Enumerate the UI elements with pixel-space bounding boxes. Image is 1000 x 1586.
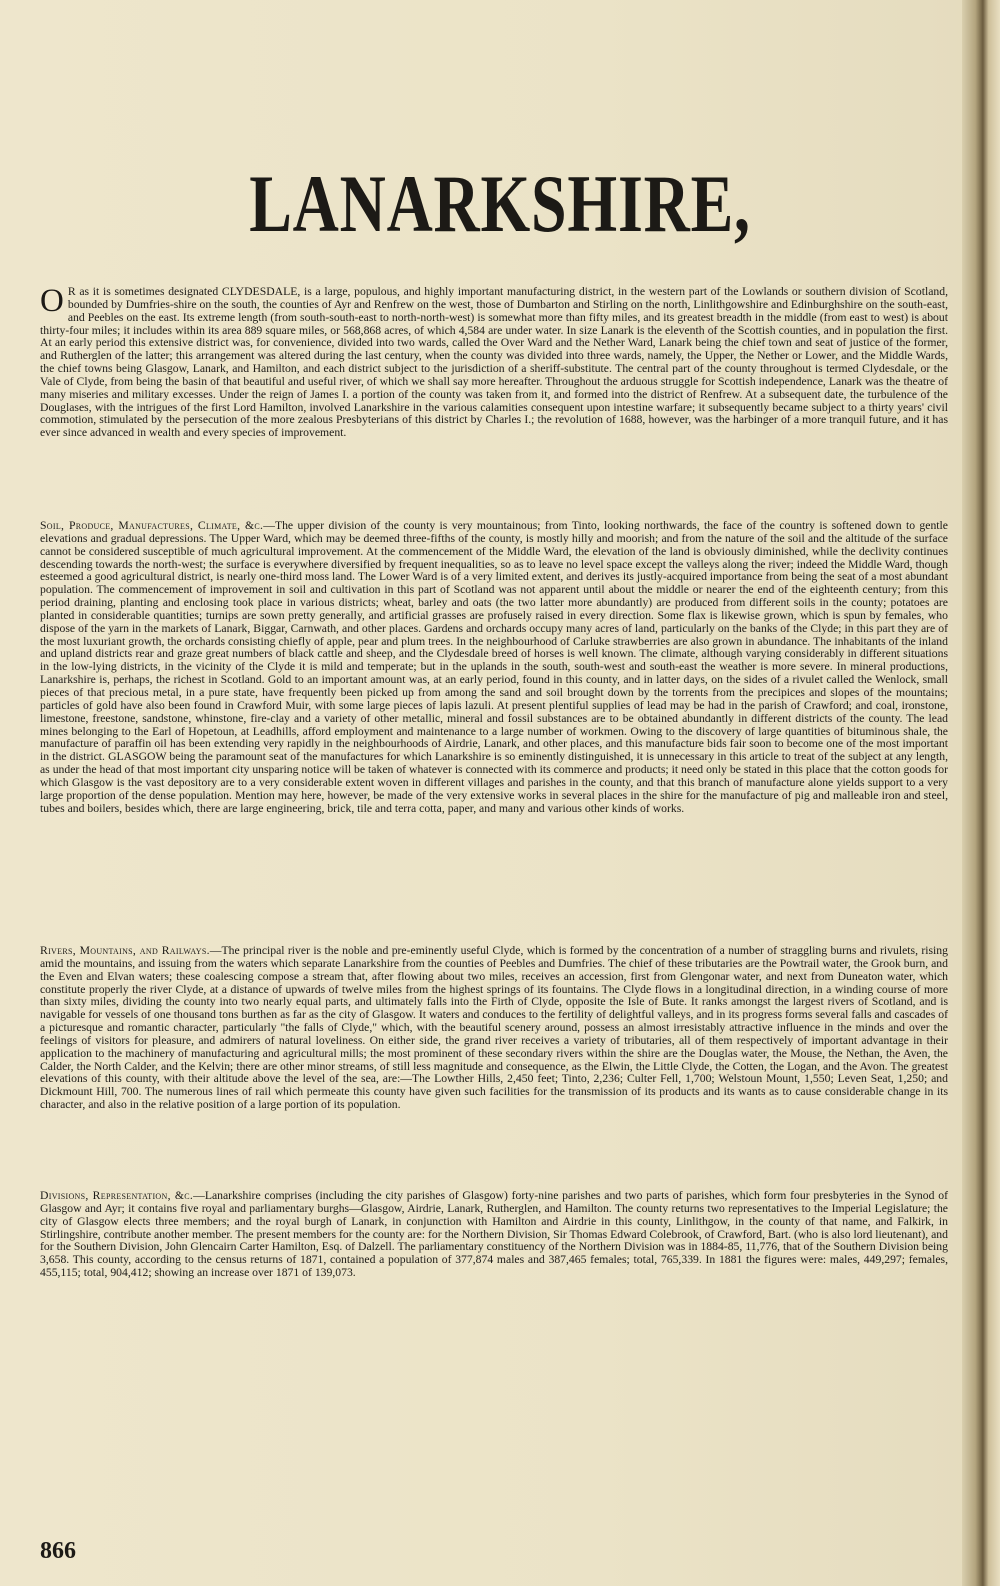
soil-text: —The upper division of the county is very mountainous; from Tinto, looking northwards, the face of the country is softened down to gentle elevations and gradual depressions. The Upper Ward, which may be deemed three-fifths of the county, is mostly hilly and moorish; and from the nature of the soil and the altitude of the surface cannot be considered susceptible of much agricultural improvement. At the commencement of the Middle Ward, the elevation of the land is obviously diminished, while the declivity continues descending towards the north-west; the surface is everywhere diversified by frequent inequalities, so as to leave no level space except the valleys along the river; indeed the Middle Ward, though esteemed a good agricultural district, is nearly one-third moss land. The Lower Ward is of a very limited extent, and derives its justly-acquired importance from being the seat of a most abundant population. The commencement of improvement in soil and cultivation in this part of Scotland was not apparent until about the middle or nearer the end of the eighteenth century; from this period draining, planting and enclosing took place in various districts; wheat, barley and oats (the two latter more abundantly) are produced from different soils in the county; potatoes are planted in considerable quantities; turnips are sown pretty generally, and artificial grasses are profusely raised in every direction. Some flax is likewise grown, which is spun by females, who dispose of the yarn in the markets of Lanark, Biggar, Carnwath, and other places. Gardens and orchards occupy many acres of land, particularly on the banks of the Clyde; in this part they are of the most luxuriant growth, the orchards consisting chiefly of apple, pear and plum trees. In the neighbourhood of Carluke strawberries are also grown in abundance. The inhabitants of the inland and upland districts rear and graze great numbers of black cattle and sheep, and the Clydesdale breed of horses is well known. The climate, although varying considerably in different situations in the low-lying districts, in the vicinity of the Clyde it is mild and temperate; but in the uplands in the south, south-west and south-east the weather is more severe. In mineral productions, Lanarkshire is, perhaps, the richest in Scotland. Gold to an important amount was, at an early period, found in this county, and in latter days, on the sides of a rivulet called the Wenlock, small pieces of that precious metal, in a pure state, have frequently been picked up from among the sand and soil brought down by the torrents from the precipices and slopes of the mountains; particles of gold have also been found in Crawford Muir, with some large pieces of lapis lazuli. At present plentiful supplies of lead may be had in the parish of Crawford; and coal, ironstone, limestone, freestone, sandstone, whinstone, fire-clay and a variety of other metallic, mineral and fossil substances are to be obtained abundantly in different districts of the county. The lead mines belonging to the Earl of Hopetoun, at Leadhills, afford employment and maintenance to a large number of workmen. Owing to the discovery of large quantities of bituminous shale, the manufacture of paraffin oil has been extending very rapidly in the neighbourhoods of Airdrie, Lanark, and other places, and this manufacture bids fair soon to become one of the most important in the district. GLASGOW being the paramount seat of the manufactures for which Lanarkshire is so eminently distinguished, it is unnecessary in this article to treat of the subject at any length, as under the head of that most important city unsparing notice will be taken of whatever is connected with its commerce and products; it need only be stated in this place that the cotton goods for which Glasgow is the vast depository are to a very considerable extent woven in different villages and parishes in the county, and that this branch of manufacture alone yields support to a very large proportion of the dense population. Mention may here, however, be made of the very extensive works in several places in the shire for the manufacture of pig and malleable iron and steel, tubes and boilers, besides which, there are large engineering, brick, tile and terra cotta, paper, and many and various other kinds of works.	[40, 519, 948, 815]
rivers-paragraph	[40, 945, 948, 1112]
divisions-paragraph	[40, 1190, 948, 1280]
book-gutter	[962, 0, 1000, 1586]
intro-text: R as it is sometimes designated CLYDESDALE, is a large, populous, and highly important manufacturing district, in the western part of the Lowlands or southern division of Scotland, bounded by Dumfries-shire on the south, the counties of Ayr and Renfrew on the west, those of Dumbarton and Stirling on the north, Linlithgowshire and Edinburghshire on the south-east, and Peebles on the east. Its extreme length (from south-south-east to north-north-west) is somewhat more than fifty miles, and its greatest breadth in the middle (from east to west) is about thirty-four miles; it includes within its area 889 square miles, or 568,868 acres, of which 4,584 are under water. In size Lanark is the eleventh of the Scottish counties, and in population the first. At an early period this extensive district was, for convenience, divided into two wards, called the Over Ward and the Nether Ward, Lanark being the chief town and seat of justice of the former, and Rutherglen of the latter; this arrangement was altered during the last century, when the county was divided into three wards, namely, the Upper, the Nether or Lower, and the Middle Wards, the chief towns being Glasgow, Lanark, and Hamilton, and each district subject to the jurisdiction of a sheriff-substitute. The central part of the county throughout is termed Clydesdale, or the Vale of Clyde, from being the basin of that beautiful and useful river, of which we shall say more hereafter. Throughout the arduous struggle for Scottish independence, Lanark was the theatre of many miseries and military excesses. Under the reign of James I. a portion of the county was taken from it, and formed into the district of Renfrew. At a subsequent date, the turbulence of the Douglases, with the intrigues of the first Lord Hamilton, involved Lanarkshire in the various calamities consequent upon intestine warfare; it subsequently became subject to a thirty years' civil commotion, stimulated by the persecution of the more zealous Presbyterians of this district by Charles I.; the revolution of 1688, however, was the harbinger of a more tranquil future, and it has ever since advanced in wealth and every species of improvement.	[40, 285, 948, 440]
rivers-text: —The principal river is the noble and pre-eminently useful Clyde, which is formed by the concentration of a number of straggling burns and rivulets, rising amid the mountains, and issuing from the waters which separate Lanarkshire from the counties of Peebles and Dumfries. The chief of these tributaries are the Powtrail water, the Grook burn, and the Even and Elvan waters; these coalescing compose a stream that, after flowing about two miles, receives an accession, first from Glengonar water, and next from Duneaton water, which constitute properly the river Clyde, at a distance of upwards of twelve miles from the highest springs of its fountains. The Clyde flows in a longitudinal direction, in a winding course of more than sixty miles, dividing the county into two nearly equal parts, and ultimately falls into the Firth of Clyde, opposite the Isle of Bute. It ranks amongst the largest rivers of Scotland, and is navigable for vessels of one thousand tons burthen as far as the city of Glasgow. It waters and conduces to the fertility of delightful valleys, and in its progress forms several falls and cascades of a picturesque and romantic character, particularly "the falls of Clyde," which, with the beautiful scenery around, possess an almost irresistably attractive influence in the minds and over the feelings of visitors for pleasure, and admirers of natural loveliness. On either side, the grand river receives a variety of tributaries, all of them respectively of important advantage in their application to the machinery of manufacturing and agricultural mills; the most prominent of these secondary rivers within the shire are the Douglas water, the Mouse, the Nethan, the Aven, the Calder, the North Calder, and the Kelvin; there are other minor streams, of still less magnitude and consequence, as the Elwin, the Little Clyde, the Cotten, the Logan, and the Avon. The greatest elevations of this county, with their altitude above the level of the sea, are:—The Lowther Hills, 2,450 feet; Tinto, 2,236; Culter Fell, 1,700; Welstoun Mount, 1,550; Leven Seat, 1,250; and Dickmount Hill, 700. The numerous lines of rail which permeate this county have given such facilities for the transmission of its products and its wants as to cause considerable change in its character, and also in the relative position of a large portion of its population.	[40, 944, 948, 1112]
page-title: LANARKSHIRE,	[249, 158, 751, 249]
page-number: 866	[40, 1538, 76, 1564]
divisions-text: —Lanarkshire comprises (including the city parishes of Glasgow) forty-nine parishes and two parts of parishes, which form four presbyteries in the Synod of Glasgow and Ayr; it contains five royal and parliamentary burghs—Glasgow, Airdrie, Lanark, Rutherglen, and Hamilton. The county returns two representatives to the Imperial Legislature; the city of Glasgow elects three members; and the royal burgh of Lanark, in conjunction with Hamilton and Airdrie in this county, Linlithgow, in the county of that name, and Falkirk, in Stirlingshire, contribute another member. The present members for the county are: for the Northern Division, Sir Thomas Edward Colebrook, of Crawford, Bart. (who is also lord lieutenant), and for the Southern Division, John Glencairn Carter Hamilton, Esq. of Dalzell. The parliamentary constituency of the Northern Division was in 1884-85, 11,776, that of the Southern Division being 3,658. This county, according to the census returns of 1871, contained a population of 377,874 males and 387,465 females; total, 765,339. In 1881 the figures were: males, 449,297; females, 455,115; total, 904,412; showing an increase over 1871 of 139,073.	[40, 1189, 948, 1280]
soil-paragraph	[40, 520, 948, 815]
soil-heading: Soil, Produce, Manufactures, Climate, &c.	[40, 519, 264, 532]
drop-cap: O	[40, 283, 64, 319]
intro-paragraph	[40, 283, 948, 440]
rivers-heading: Rivers, Mountains, and Railways.	[40, 944, 210, 957]
divisions-heading: Divisions, Representation, &c.	[40, 1189, 194, 1202]
